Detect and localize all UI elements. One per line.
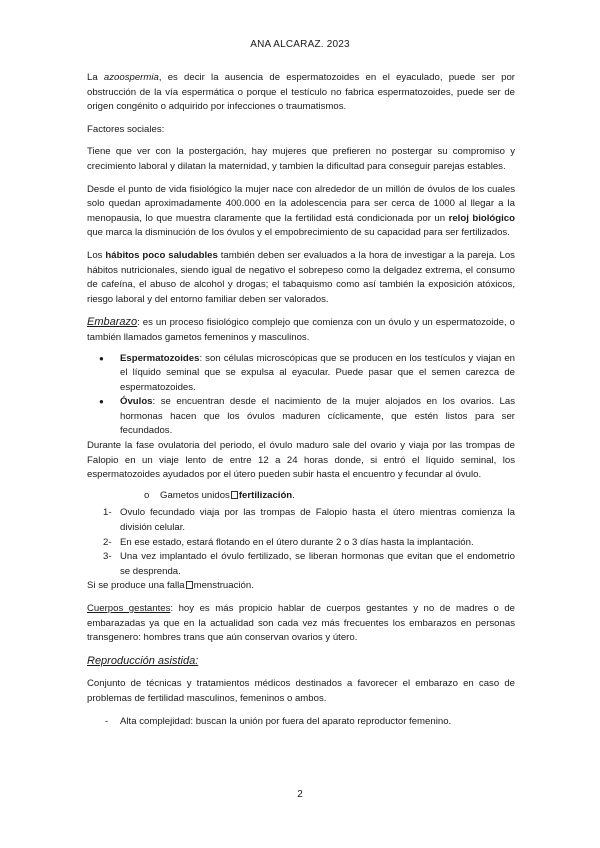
habitos-paragraph bbox=[87, 249, 515, 307]
text-span: menstruación. bbox=[193, 580, 254, 592]
text-span: La bbox=[87, 72, 104, 83]
bold-term: reloj biológico bbox=[448, 212, 515, 224]
cuerpos-gestantes-heading: Cuerpos gestantes bbox=[87, 603, 171, 614]
bold-term: Óvulos bbox=[120, 396, 153, 408]
azoospermia-paragraph bbox=[87, 71, 515, 115]
falla-line bbox=[87, 579, 515, 594]
reproduccion-paragraph: Conjunto de técnicas y tratamientos médicos destinados a favorecer el embarazo en caso de problemas de fertilidad masculinos, femeninos o ambos. bbox=[87, 678, 515, 704]
step-number: 2- bbox=[103, 536, 112, 548]
reproduccion-heading: Reproducción asistida: bbox=[87, 654, 199, 667]
text-span: que marca la disminución de los óvulos y el empobrecimiento de su capacidad para ser fertilizados. bbox=[87, 227, 510, 239]
reloj-biologico-paragraph bbox=[87, 183, 515, 241]
step-number: 1- bbox=[103, 507, 112, 519]
text-span: En ese estado, estará flotando en el útero durante 2 o 3 días hasta la implantación. bbox=[120, 536, 474, 548]
text-span: Si se produce una falla bbox=[87, 580, 185, 592]
step-number: 3- bbox=[103, 551, 112, 563]
text-span: . bbox=[292, 489, 295, 501]
missing-glyph-icon bbox=[231, 491, 238, 499]
circle-bullet-marker: o bbox=[144, 489, 150, 501]
text-span: Una vez implantado el óvulo fertilizado, se liberan hormonas que evitan que el endometrio se desprenda. bbox=[120, 551, 515, 577]
fertilization-steps-list bbox=[87, 506, 515, 579]
text-span: también deben ser evaluados a la hora de investigar a la pareja. Los hábitos nutricionales, siendo igual de negativo el sobrepeso como la delgadez extrema, el consumo de cafeína, el abuso de alcohol y drogas; el tabaquismo como así también la exposición atóxicos, riesgo laboral y del entorno familiar deben ser valorados. bbox=[87, 249, 515, 305]
gametes-bullet-list bbox=[87, 352, 515, 440]
page-header: ANA ALCARAZ. 2023 bbox=[250, 39, 350, 50]
postergacion-paragraph: Tiene que ver con la postergación, hay mujeres que prefieren no postergar su compromiso y crecimiento laboral y dilatan la maternidad, y tambien la dificultad para conseguir parejas estables. bbox=[87, 146, 515, 172]
term-azoospermia: azoospermia bbox=[103, 72, 159, 83]
gametos-subitem bbox=[87, 489, 515, 504]
cuerpos-gestantes-paragraph bbox=[87, 602, 515, 646]
text-span: Desde el punto de vida fisiológico la mujer nace con alrededor de un millón de óvulos de los cuales solo quedan aproximadamente 400.000 en la adolescencia para ser cerca de 1000 al llegar a la menopausia, lo que muestra claramente que la fertilidad está condicionada por un bbox=[87, 183, 515, 224]
list-item bbox=[87, 352, 515, 396]
text-span: Gametos unidos bbox=[160, 489, 230, 501]
list-item bbox=[87, 550, 515, 579]
missing-glyph-icon bbox=[186, 581, 193, 589]
page-content bbox=[87, 71, 515, 729]
text-span: , es decir la ausencia de espermatozoides en el eyaculado, puede ser por obstrucción de la vía espermática o porque el testículo no fabrica espermatozoides, puede ser de origen congénito o adquirido por infecciones o traumatismos. bbox=[87, 72, 515, 113]
social-factors-heading: Factores sociales: bbox=[87, 123, 165, 135]
text-span: Ovulo fecundado viaja por las trompas de Falopio hasta el útero mientras comienza la división celular. bbox=[120, 507, 515, 534]
text-span: : son células microscópicas que se producen en los testículos y viajan en el líquido seminal que se expulsa al eyacular. Puede pasar que el semen carezca de espermatozoides. bbox=[120, 352, 515, 393]
bold-term: hábitos poco saludables bbox=[105, 249, 218, 261]
bold-term: fertilización bbox=[238, 489, 293, 501]
bold-term: Espermatozoides bbox=[120, 352, 200, 364]
text-span: Los bbox=[87, 249, 106, 261]
list-item: - Alta complejidad: buscan la unión por fuera del aparato reproductor femenino. bbox=[87, 715, 515, 730]
text-span: : hoy es más propicio hablar de cuerpos gestantes y no de madres o de embarazadas ya que en la actualidad son cada vez más frecuentes los embarazos en personas transgenero: hombres trans que aún conservan ovarios y útero. bbox=[87, 603, 516, 644]
text-span: : es un proceso fisiológico complejo que comienza con un óvulo y un espermatozoide, o también llamados gametos femeninos y masculinos. bbox=[87, 317, 515, 343]
reproduccion-heading-line bbox=[87, 654, 515, 670]
page-number: 2 bbox=[297, 789, 303, 800]
text-span: : se encuentran desde el nacimiento de la mujer alojados en los ovarios. Las hormonas hacen que los óvulos maduren cíclicamente, que estén listos para ser fecundados. bbox=[120, 396, 515, 437]
complexity-list bbox=[87, 715, 515, 730]
list-item bbox=[87, 536, 515, 551]
embarazo-heading: Embarazo bbox=[87, 316, 138, 329]
list-item bbox=[87, 395, 515, 439]
embarazo-paragraph bbox=[87, 315, 515, 345]
fase-ovulatoria-paragraph: Durante la fase ovulatoria del periodo, el óvulo maduro sale del ovario y viaja por las trompas de Falopio en un viaje lento de entre 12 a 24 horas donde, si entró el líquido seminal, los espermatozoides ayudados por el útero pueden subir hasta el encuentro y fecundar al óvulo. bbox=[87, 440, 515, 481]
list-item bbox=[87, 506, 515, 535]
